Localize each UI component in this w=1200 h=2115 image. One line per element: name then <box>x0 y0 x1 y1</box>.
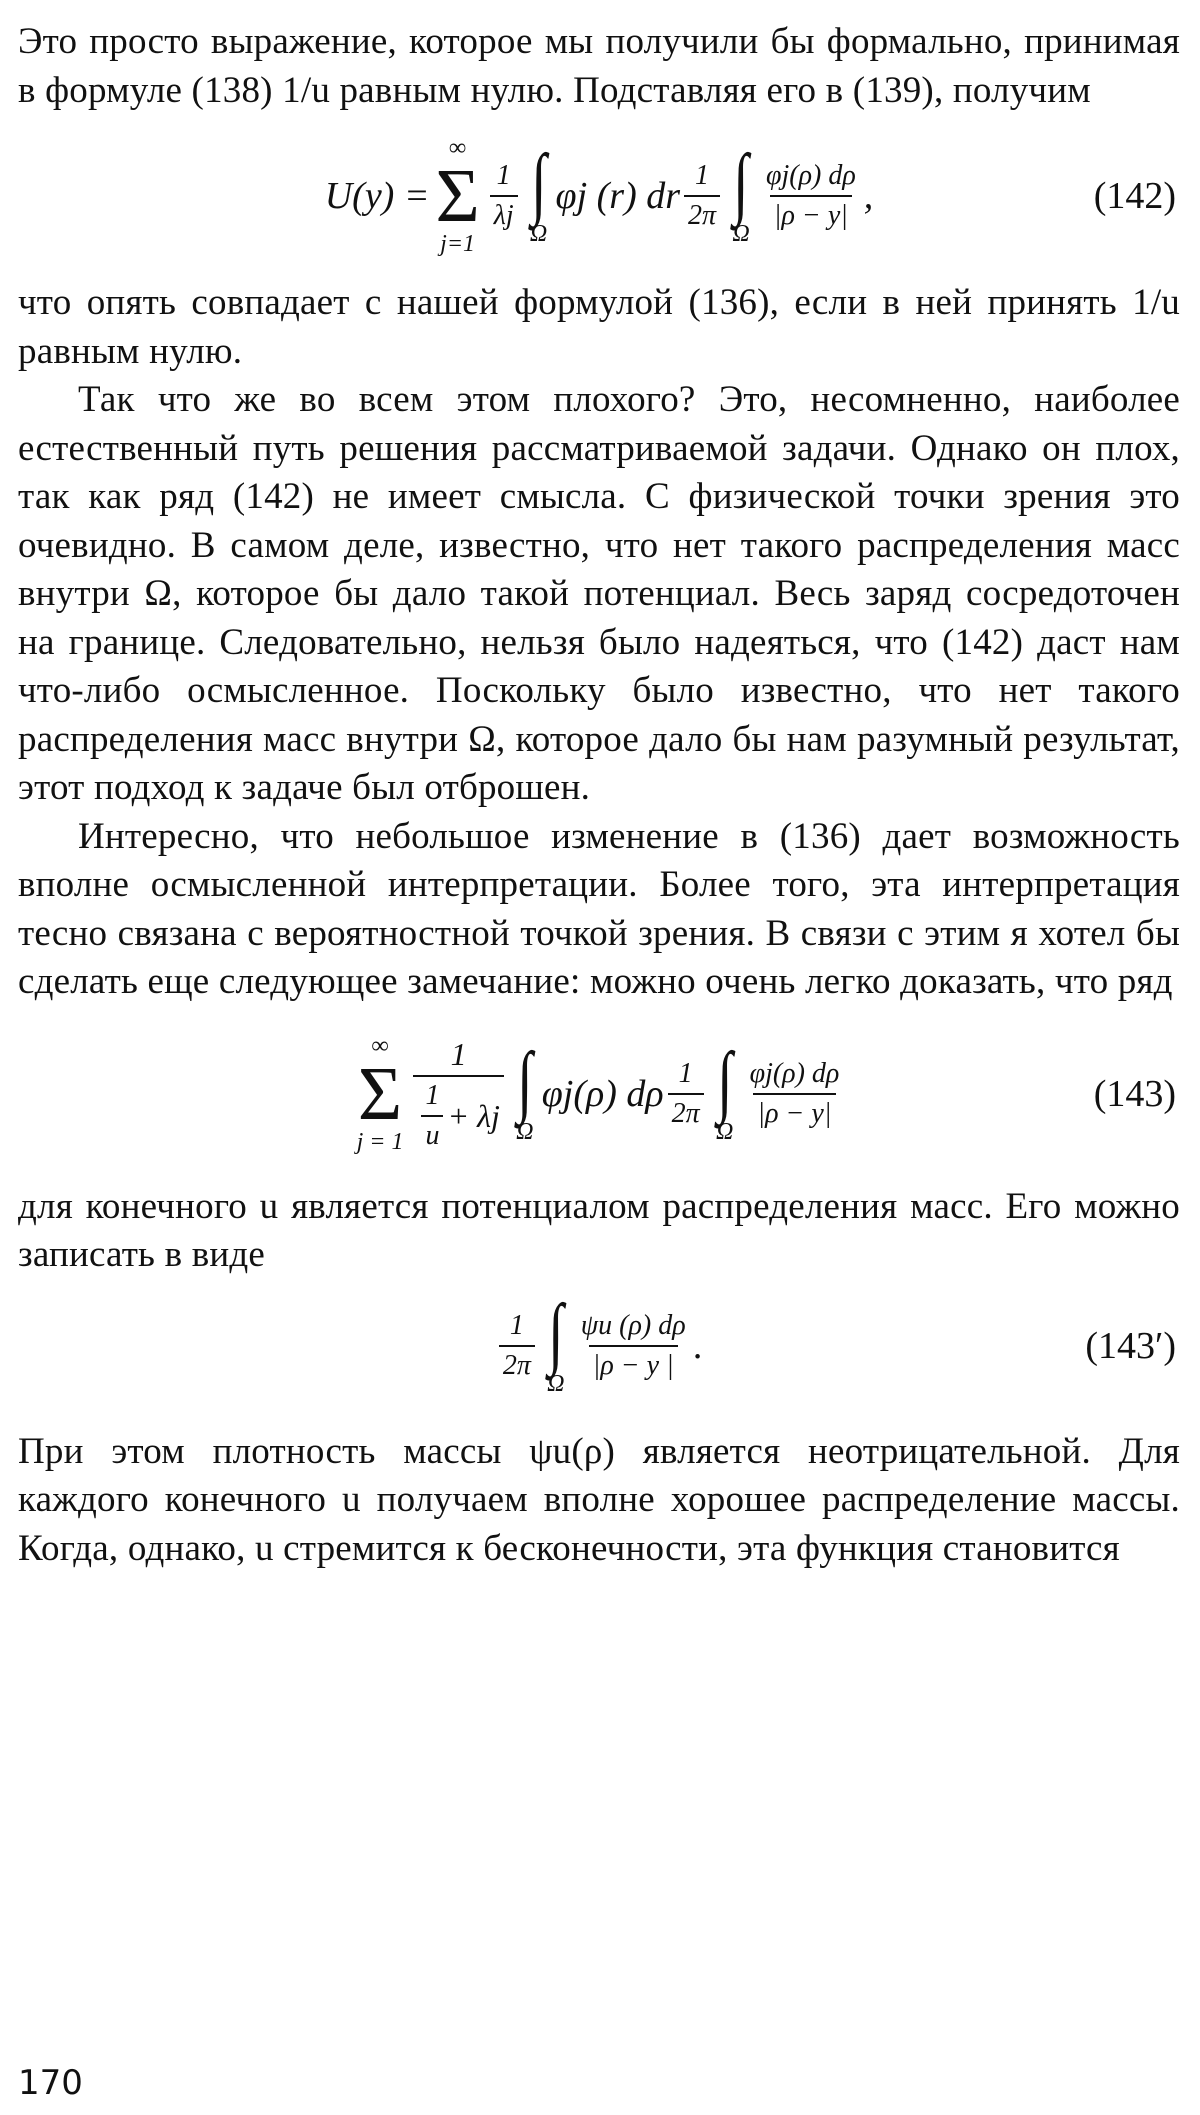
eq143-int2-domain: Ω <box>715 1118 734 1145</box>
eq143-frac3-den: |ρ − y| <box>753 1093 835 1131</box>
eq143-frac1 <box>413 1035 503 1153</box>
eq142-frac2 <box>684 159 720 233</box>
eq143p-frac2-num: ψu (ρ) dρ <box>580 1309 686 1341</box>
integral-symbol: ∫ <box>716 1036 733 1125</box>
equation-tag-143-prime: (143′) <box>1085 1324 1176 1367</box>
eq143-inner-frac <box>421 1079 443 1153</box>
eq142-int2-domain: Ω <box>732 221 750 247</box>
eq142-int1-domain: Ω <box>529 221 548 247</box>
integral-symbol: ∫ <box>733 139 749 227</box>
eq143p-frac2-den: |ρ − y | <box>589 1345 678 1383</box>
eq143-frac1-num: 1 <box>450 1035 467 1072</box>
eq143p-frac1-den: 2π <box>499 1345 535 1383</box>
document-page <box>18 18 1180 1573</box>
eq143p-frac2 <box>577 1309 690 1383</box>
eq142-lhs: U(y) = <box>324 175 430 217</box>
eq143-frac2 <box>668 1057 704 1131</box>
eq142-frac2-num: 1 <box>695 160 710 191</box>
eq143-sum-top: ∞ <box>371 1032 389 1059</box>
eq143p-trail: . <box>693 1324 704 1367</box>
equation-143 <box>18 1019 1180 1169</box>
sum-symbol: Σ <box>357 1051 403 1136</box>
eq143-inner-plus: + λj <box>447 1097 500 1134</box>
eq142-frac1-num: 1 <box>496 160 511 191</box>
eq142-frac1-den: λj <box>490 195 518 233</box>
paragraph-6: При этом плотность массы ψu(ρ) является неотрицательной. Для каждого конечного u получаем вполне хорошее распределение массы. Когда, однако, u стремится к бесконечности, эта функция становится <box>18 1430 1180 1569</box>
eq143-term1: φj(ρ) dρ <box>541 1072 664 1115</box>
paragraph-1: Это просто выражение, которое мы получили бы формально, принимая в формуле (138) 1/u равным нулю. Подставляя его в (139), получим <box>18 21 1180 111</box>
sum-symbol: Σ <box>435 154 480 238</box>
eq143-frac2-den: 2π <box>668 1093 704 1131</box>
equation-tag-142: (142) <box>1093 175 1176 217</box>
page-number: 170 <box>18 2063 83 2103</box>
eq142-trail: , <box>863 175 874 217</box>
eq143-frac1-den <box>413 1075 503 1153</box>
eq142-sum <box>435 135 479 257</box>
paragraph-4: Интересно, что небольшое изменение в (136) дает возможность вполне осмысленной интерпретации. Более того, эта интерпретация тесно связана с вероятностной точкой зрения. В связи с этим я хотел бы сделать еще следующее замечание: можно очень легко доказать, что ряд <box>18 815 1180 1002</box>
eq143p-int-domain: Ω <box>547 1370 565 1397</box>
paragraph-2: что опять совпадает с нашей формулой (136), если в ней принять 1/u равным нулю. <box>18 282 1180 372</box>
eq142-term1: φj (r) dr <box>555 175 681 217</box>
eq143p-frac1-num: 1 <box>509 1309 524 1341</box>
eq143-sum-bottom: j = 1 <box>356 1128 404 1155</box>
eq143p-integral <box>545 1288 567 1397</box>
eq142-frac3-num: φj(ρ) dρ <box>765 160 856 191</box>
equation-143-prime <box>18 1286 1180 1406</box>
eq143-frac3-num: φj(ρ) dρ <box>749 1057 840 1089</box>
eq142-sum-bottom: j=1 <box>440 231 476 257</box>
eq143-frac2-num: 1 <box>678 1057 693 1089</box>
eq142-frac1 <box>490 159 518 233</box>
eq142-integral-1 <box>528 139 550 247</box>
equation-tag-143: (143) <box>1093 1072 1176 1115</box>
integral-symbol: ∫ <box>548 1288 564 1377</box>
eq143-int1-domain: Ω <box>516 1118 534 1145</box>
eq143-inner-num: 1 <box>425 1079 440 1111</box>
eq142-frac3 <box>762 159 860 233</box>
eq143-integral-1 <box>514 1036 536 1145</box>
integral-symbol: ∫ <box>517 1036 533 1125</box>
integral-symbol: ∫ <box>530 139 547 227</box>
eq142-sum-top: ∞ <box>449 135 467 161</box>
paragraph-5: для конечного u является потенциалом распределения масс. Его можно записать в виде <box>18 1185 1180 1275</box>
eq143-inner-den: u <box>421 1115 443 1153</box>
eq142-frac3-den: |ρ − y| <box>770 195 852 233</box>
eq142-frac2-den: 2π <box>684 195 720 233</box>
equation-142 <box>18 121 1180 271</box>
paragraph-3: Так что же во всем этом плохого? Это, несомненно, наиболее естественный путь решения рассматриваемой задачи. Однако он плох, так как ряд (142) не имеет смысла. С физической точки зрения это очевидно. В самом деле, известно, что нет такого распределения масс внутри Ω, которое бы дало такой потенциал. Весь заряд сосредоточен на границе. Следовательно, нельзя было надеяться, что (142) даст нам что-либо осмысленное. Поскольку было известно, что нет такого распределения масс внутри Ω, которое дало бы нам разумный результат, этот подход к задаче был отброшен. <box>18 379 1180 808</box>
eq143-integral-2 <box>714 1036 736 1145</box>
eq143-frac3 <box>746 1057 844 1131</box>
eq142-integral-2 <box>730 139 752 247</box>
eq143p-frac1 <box>499 1309 535 1383</box>
eq143-sum <box>357 1033 404 1155</box>
